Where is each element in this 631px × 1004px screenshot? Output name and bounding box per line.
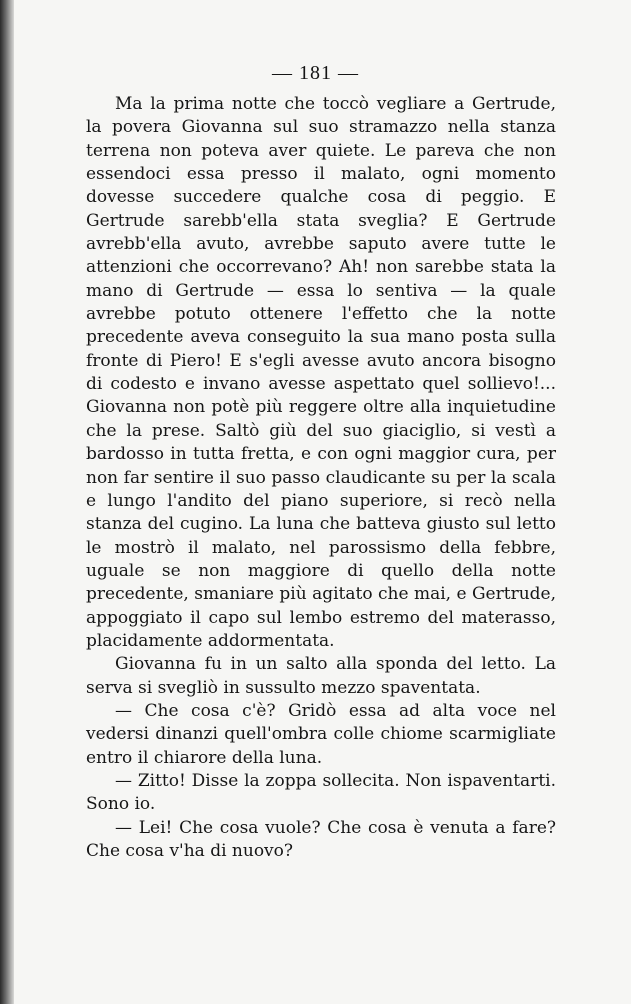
paragraph-4: — Zitto! Disse la zoppa sollecita. Non ispaventarti. Sono io. (86, 770, 556, 815)
body-text (86, 93, 556, 863)
paragraph-3: — Che cosa c'è? Gridò essa ad alta voce nel vedersi dinanzi quell'ombra colle chiome scarmigliate entro il chiarore della luna. (86, 700, 556, 768)
paragraph-2: Giovanna fu in un salto alla sponda del letto. La serva si svegliò in sussulto mezzo spaventata. (86, 654, 556, 698)
page-number: — 181 — (272, 62, 359, 84)
page-binding-edge (0, 0, 14, 1004)
paragraph-1: Ma la prima notte che toccò vegliare a Gertrude, la povera Giovanna sul suo stramazzo nella stanza terrena non poteva aver quiete. Le pareva che non essendoci essa presso il malato, ogni momento dovesse succedere qualche cosa di peggio. E Gertrude sarebb'ella stata sveglia? E Gertrude avrebb'ella avuto, avrebbe saputo avere tutte le attenzioni che occorrevano? Ah! non sarebbe stata la mano di Gertrude — essa lo sentiva — la quale avrebbe potuto ottenere l'effetto che la notte precedente aveva conseguito la sua mano posta sulla fronte di Piero! E s'egli avesse avuto ancora bisogno di codesto e invano avesse aspettato quel sollievo!... Giovanna non potè più reggere oltre alla inquietudine che la prese. Saltò giù del suo giaciglio, si vestì a bardosso in tutta fretta, e con ogni maggior cura, per non far sentire il suo passo claudicante su per la scala e lungo l'andito del piano superiore, si recò nella stanza del cugino. La luna che batteva giusto sul letto le mostrò il malato, nel parossismo della febbre, uguale se non maggiore di quello della notte precedente, smaniare più agitato che mai, e Gertrude, appoggiato il capo sul lembo estremo del materasso, placidamente addormentata. (86, 94, 556, 651)
paragraph-5: — Lei! Che cosa vuole? Che cosa è venuta a fare? Che cosa v'ha di nuovo? (86, 817, 556, 861)
